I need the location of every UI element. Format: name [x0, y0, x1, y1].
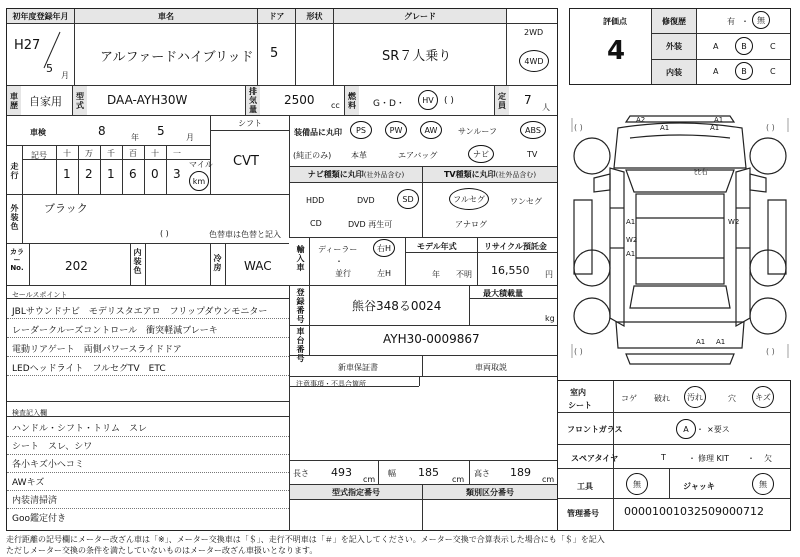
svg-text:( ): ( ) [574, 347, 583, 356]
tv-fullseg: フルセグ [449, 188, 489, 210]
equip-navi: ナビ [468, 145, 494, 163]
car-name: アルファードハイブリッド [100, 50, 254, 65]
month-unit: 月 [61, 71, 69, 80]
import-dealer: ディーラー [318, 245, 358, 254]
mileage-label: 走行 [10, 162, 19, 180]
navi-dvd: DVD [357, 196, 375, 205]
model-value: DAA-AYH30W [107, 93, 188, 107]
ext-a: A [713, 42, 719, 51]
exterior-header: 外装 [652, 34, 696, 59]
inspection-year-unit: 年 [131, 133, 139, 142]
seat-ana: 穴 [728, 394, 736, 403]
navi-cd: CD [310, 219, 322, 228]
equip-airbag: エアバッグ [398, 151, 438, 160]
new-car-warranty-label: 新車保証書 [338, 363, 378, 372]
windshield-option: ×要ス [707, 425, 730, 434]
reg-month: 5 [46, 62, 53, 75]
svg-text:( ): ( ) [766, 347, 775, 356]
mileage-digit: 2 [85, 167, 93, 181]
int-c: C [770, 67, 776, 76]
cc-unit: cc [331, 101, 340, 110]
capacity-value: 7 [524, 93, 532, 107]
inspector-line: ハンドル・シフト・トリム スレ [12, 424, 148, 434]
recycle-value: 16,550 [491, 264, 530, 277]
registration-value: 熊谷348る0024 [352, 299, 442, 313]
spare-tire-label: スペアタイヤ [571, 454, 619, 463]
tools-label: 工具 [577, 482, 593, 491]
displacement-header: 排気量 [246, 86, 260, 115]
mileage-digit-label: 十 [151, 149, 159, 158]
color-no-value: 202 [65, 259, 88, 273]
sales-point-line: レーダークルーズコントロール 衝突軽減ブレーキ [12, 326, 218, 336]
tv-oneseg: ワンセグ [510, 197, 542, 206]
footer-line2: ただしメーター交換の条件を満たしていないものはメーター改ざん車扱いとなります。 [6, 546, 318, 555]
import-dot: ・ [335, 257, 343, 266]
mark-w2-a: W2 [728, 218, 740, 226]
inspection-year: 8 [98, 124, 106, 138]
shift-value: CVT [233, 154, 259, 169]
length-value: 493 [331, 466, 352, 479]
width-label: 幅 [388, 469, 396, 478]
mile-label: マイル [189, 160, 213, 169]
model-year-unit: 年 [432, 270, 440, 279]
jack-label: ジャッキ [683, 482, 715, 491]
chassis-label: 車台番号 [296, 327, 305, 363]
management-label: 管理番号 [567, 509, 599, 518]
mark-a1-f: A1 [696, 338, 706, 346]
reg-year-header: 初年度登録年月 [7, 9, 74, 23]
mark-a1-c: A1 [710, 124, 720, 132]
fuel-hv-circled: HV [418, 90, 438, 110]
model-header: 型式 [73, 86, 87, 115]
fuel-paren: ( ) [444, 96, 454, 106]
inspector-label: 検査記入欄 [12, 409, 47, 417]
color-label: 外装色 [10, 204, 19, 231]
color-value: ブラック [44, 202, 88, 215]
ext-b-circled: B [735, 37, 753, 55]
mark-a1-e: A1 [626, 250, 636, 258]
import-parallel: 並行 [335, 269, 351, 278]
mark-w2-b: W2 [626, 236, 638, 244]
mileage-digit: 1 [107, 167, 115, 181]
score-value: 4 [607, 36, 626, 66]
navi-hdd: HDD [306, 196, 325, 205]
car-damage-diagram [570, 108, 790, 378]
tv-header: TV種類に丸印 (社外品含む) [423, 167, 557, 182]
spare-kit: 修理 KIT [698, 454, 730, 463]
equip-leather: 本革 [351, 151, 367, 160]
inspection-month-unit: 月 [186, 133, 194, 142]
equip-abs: ABS [520, 121, 546, 139]
mileage-digit-label: 千 [107, 149, 115, 158]
capacity-unit: 人 [542, 103, 550, 112]
shift-label: シフト [238, 119, 262, 128]
equipment-label: 装備品に丸印 [294, 128, 342, 137]
height-label: 高さ [474, 469, 490, 478]
mileage-symbol-label: 記号 [31, 151, 47, 160]
int-a: A [713, 67, 719, 76]
equip-tv: TV [527, 150, 538, 159]
import-left-h: 左H [377, 269, 392, 278]
mileage-digit: 6 [129, 167, 137, 181]
interior-header: 内装 [652, 60, 696, 84]
repair-header: 修復歴 [652, 9, 696, 33]
repair-no-circled: 無 [752, 11, 770, 29]
svg-text:( ): ( ) [766, 123, 775, 132]
windshield-a-circled: A [676, 419, 696, 439]
tools-none-circled: 無 [626, 473, 648, 495]
navi-dvd-play: DVD 再生可 [348, 220, 393, 229]
chassis-value: AYH30-0009867 [383, 332, 480, 346]
navi-sd: SD [397, 189, 419, 209]
length-label: 長さ [293, 469, 309, 478]
grade-value: SR７人乗り [382, 49, 452, 64]
displacement-value: 2500 [284, 93, 315, 107]
length-unit: cm [363, 475, 376, 484]
inspector-line: AWキズ [12, 478, 45, 488]
category-header: 類別区分番号 [423, 485, 557, 499]
equip-aw: AW [420, 121, 442, 139]
mileage-digit: 0 [151, 167, 159, 181]
spare-t: T [661, 453, 666, 462]
seat-kizu-circled: キズ [752, 386, 774, 408]
sales-point-line: LEDヘッドライト フルセグTV ETC [12, 364, 166, 374]
width-unit: cm [452, 475, 465, 484]
sales-point-line: JBLサウンドナビ モデリスタエアロ フリップダウンモニター [12, 307, 268, 317]
capacity-header: 定員 [495, 86, 509, 115]
spare-missing: 欠 [764, 454, 772, 463]
seat-label-2: シート [568, 401, 592, 410]
mileage-digit-label: 百 [129, 149, 137, 158]
designation-header: 型式指定番号 [290, 485, 422, 499]
grade-header: グレード [334, 9, 506, 23]
door-count: 5 [270, 46, 279, 61]
shape-header: 形状 [296, 9, 333, 23]
int-b-circled: B [735, 62, 753, 80]
inspector-line: 内装清掃済 [12, 496, 58, 506]
seat-yabure: 破れ [654, 394, 670, 403]
mileage-digit-label: 十 [63, 149, 71, 158]
model-year-label: モデル年式 [417, 242, 457, 251]
height-unit: cm [542, 475, 555, 484]
drive-4wd-circled: 4WD [519, 50, 549, 72]
mileage-digit: 3 [173, 167, 181, 181]
width-value: 185 [418, 466, 439, 479]
sales-point-line: 電動リアゲート 両側パワースライドドア [12, 345, 182, 355]
usage-header: 車歴 [7, 86, 21, 115]
seat-yogore-circled: 汚れ [684, 386, 706, 408]
ext-c: C [770, 42, 776, 51]
score-label: 評価点 [603, 17, 627, 26]
navi-header: ナビ種類に丸印 (社外品含む) [290, 167, 422, 182]
import-label: 輸入車 [296, 245, 305, 272]
ac-label: 冷房 [213, 254, 222, 272]
fuel-options: G・D・ [373, 99, 405, 109]
height-value: 189 [510, 466, 531, 479]
equip-sunroof: サンルーフ [458, 127, 497, 136]
interior-color-label: 内装色 [133, 248, 142, 275]
recycle-unit: 円 [545, 270, 553, 279]
mileage-digit: 1 [63, 167, 71, 181]
mark-a1-g: A1 [716, 338, 726, 346]
registration-label: 登録番号 [296, 288, 305, 324]
spare-dot2: ・ [747, 454, 755, 463]
color-note-paren: ( ) [160, 229, 169, 238]
inspector-line: Goo鑑定付き [12, 514, 66, 524]
footer-line1: 走行距離の記号欄にメーター改ざん車は「※」、メーター交換車は「＄」、走行不明車は「＃」を記入してください。メーター交換で合算表示した場合にも「＄」を記入 [6, 535, 605, 544]
mark-a1-b: A1 [660, 124, 670, 132]
windshield-label: フロントガラス [567, 425, 623, 434]
color-note: 色替車は色替と記入 [209, 230, 281, 239]
notes-label: 注意事項・不具合箇所 [296, 380, 366, 388]
repair-dot: ・ [741, 17, 749, 26]
jack-none-circled: 無 [752, 473, 774, 495]
windshield-dot: ・ [696, 425, 704, 434]
mark-hi-right: ﾋﾋ右 [694, 168, 708, 176]
drive-2wd: 2WD [524, 28, 544, 37]
seat-label-1: 室内 [570, 388, 586, 397]
inspector-line: シート スレ、シワ [12, 442, 93, 452]
mileage-digit-label: 万 [85, 149, 93, 158]
ac-value: WAC [244, 259, 272, 273]
tv-analog: アナログ [455, 220, 487, 229]
mark-a2: A2 [636, 116, 646, 124]
equip-pw: PW [385, 121, 407, 139]
management-value: 00001001032509000712 [624, 505, 764, 518]
car-name-header: 車名 [75, 9, 257, 23]
model-year-value: 不明 [456, 270, 472, 279]
inspector-line: 各小キズ小ヘコミ [12, 460, 84, 470]
svg-text:( ): ( ) [574, 123, 583, 132]
kg-unit: kg [545, 314, 555, 323]
inspection-month: 5 [157, 124, 165, 138]
mark-a1-a: A1 [714, 116, 724, 124]
recycle-label: リサイクル預託金 [484, 242, 547, 251]
equip-ps: PS [350, 121, 372, 139]
door-header: ドア [258, 9, 295, 23]
import-right-h: 右H [373, 239, 395, 257]
inspection-label: 車検 [30, 128, 46, 137]
max-load-label: 最大積載量 [483, 289, 523, 298]
reg-era: H27 [14, 38, 41, 53]
spare-dot1: ・ [688, 454, 696, 463]
color-no-label: カラーNo. [10, 248, 24, 272]
km-circled: km [189, 171, 209, 191]
repair-yes: 有 [727, 17, 735, 26]
manual-label: 車両取説 [475, 363, 507, 372]
seat-koge: コゲ [621, 394, 637, 403]
main-form [6, 8, 558, 531]
mileage-digit-label: 一 [173, 149, 181, 158]
usage-value: 自家用 [29, 95, 62, 108]
mark-a1-d: A1 [626, 218, 636, 226]
equipment-sub: (純正のみ) [293, 151, 332, 160]
sales-points-label: セールスポイント [12, 291, 68, 299]
fuel-header: 燃料 [345, 86, 359, 115]
